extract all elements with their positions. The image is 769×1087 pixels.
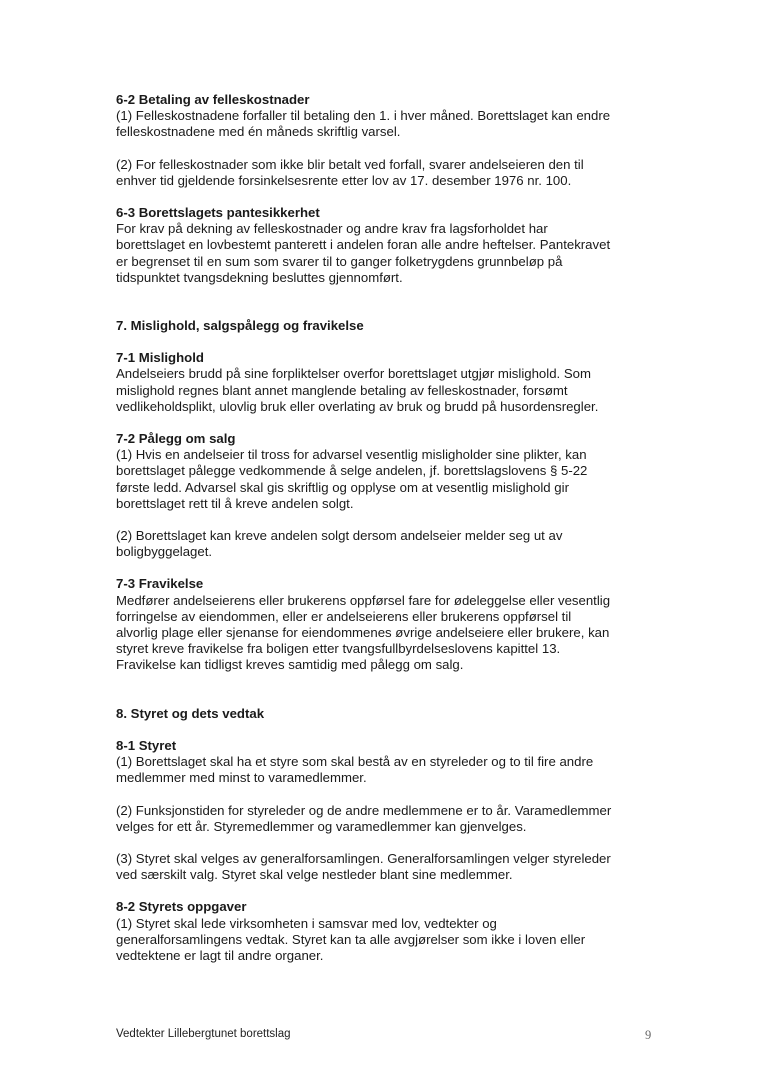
section-6-3 [116, 205, 661, 286]
section-8-2 [116, 899, 661, 964]
paragraph: (1) Borettslaget skal ha et styre som skal bestå av en styreleder og to til fire andre medlemmer med minst to varamedlemmer. [116, 754, 594, 786]
paragraph: For krav på dekning av felleskostnader og andre krav fra lagsforholdet har borettslaget en lovbestemt panterett i andelen foran alle andre heftelser. Pantekravet er begrenset til en sum som svarer til to ganger folketrygdens grunnbeløp på tidspunktet tvangsdekning besluttes gjennomført. [116, 221, 611, 285]
chapter-heading-8: 8. Styret og dets vedtak [116, 705, 265, 721]
paragraph: Medfører andelseierens eller brukerens oppførsel fare for ødeleggelse eller vesentlig forringelse av eiendommen, eller er andelseierens eller brukerens oppførsel til alvorlig plage eller sjenanse for eiendommenes øvrige andelseiere eller brukere, kan styret kreve fravikelse fra boligen etter tvangsfullbyrdelseslovens kapittel 13. Fravikelse kan tidligst kreves samtidig med pålegg om salg. [116, 592, 611, 673]
section-heading: 7-3 Fravikelse [116, 576, 204, 592]
document-page [116, 92, 661, 964]
paragraph: (2) Funksjonstiden for styreleder og de andre medlemmene er to år. Varamedlemmer velges for ett år. Styremedlemmer og varamedlemmer kan gjenvelges. [116, 802, 612, 834]
section-heading: 6-2 Betaling av felleskostnader [116, 92, 310, 107]
paragraph: (1) Felleskostnadene forfaller til betaling den 1. i hver måned. Borettslaget kan endre felleskostnadene med én måneds skriftlig varsel. [116, 108, 611, 140]
section-heading: 7-1 Mislighold [116, 350, 204, 366]
section-heading: 6-3 Borettslagets pantesikkerhet [116, 205, 320, 221]
section-heading: 8-2 Styrets oppgaver [116, 899, 247, 915]
section-8-1 [116, 738, 661, 883]
section-heading: 7-2 Pålegg om salg [116, 431, 236, 447]
section-7-3 [116, 576, 661, 673]
paragraph: (1) Styret skal lede virksomheten i samsvar med lov, vedtekter og generalforsamlingens vedtak. Styret kan ta alle avgjørelser som ikke i loven eller vedtektene er lagt til andre organer. [116, 915, 586, 963]
page-number: 9 [645, 1028, 652, 1042]
paragraph: Andelseiers brudd på sine forpliktelser overfor borettslaget utgjør mislighold. Som mislighold regnes blant annet manglende betaling av felleskostnader, forsømt vedlikeholdsplikt, ulovlig bruk eller overlating av bruk og brudd på husordensregler. [116, 366, 599, 414]
chapter-heading-7: 7. Mislighold, salgspålegg og fravikelse [116, 318, 364, 334]
section-heading: 8-1 Styret [116, 737, 177, 753]
section-7-1 [116, 350, 661, 415]
section-6-2 [116, 92, 661, 189]
paragraph: (1) Hvis en andelseier til tross for advarsel vesentlig misligholder sine plikter, kan borettslaget pålegge vedkommende å selge andelen, jf. borettslagslovens § 5-22 første ledd. Advarsel skal gis skriftlig og opplyse om at vesentlig mislighold gir borettslaget rett til å kreve andelen solgt. [116, 447, 588, 511]
paragraph: (2) For felleskostnader som ikke blir betalt ved forfall, svarer andelseieren den til enhver tid gjeldende forsinkelsesrente etter lov av 17. desember 1976 nr. 100. [116, 156, 584, 188]
footer-title: Vedtekter Lillebergtunet borettslag [116, 1028, 291, 1040]
paragraph: (3) Styret skal velges av generalforsamlingen. Generalforsamlingen velger styreleder ved særskilt valg. Styret skal velge nestleder blant sine medlemmer. [116, 850, 611, 883]
section-7-2 [116, 431, 661, 560]
paragraph: (2) Borettslaget kan kreve andelen solgt dersom andelseier melder seg ut av boligbyggelaget. [116, 528, 563, 560]
